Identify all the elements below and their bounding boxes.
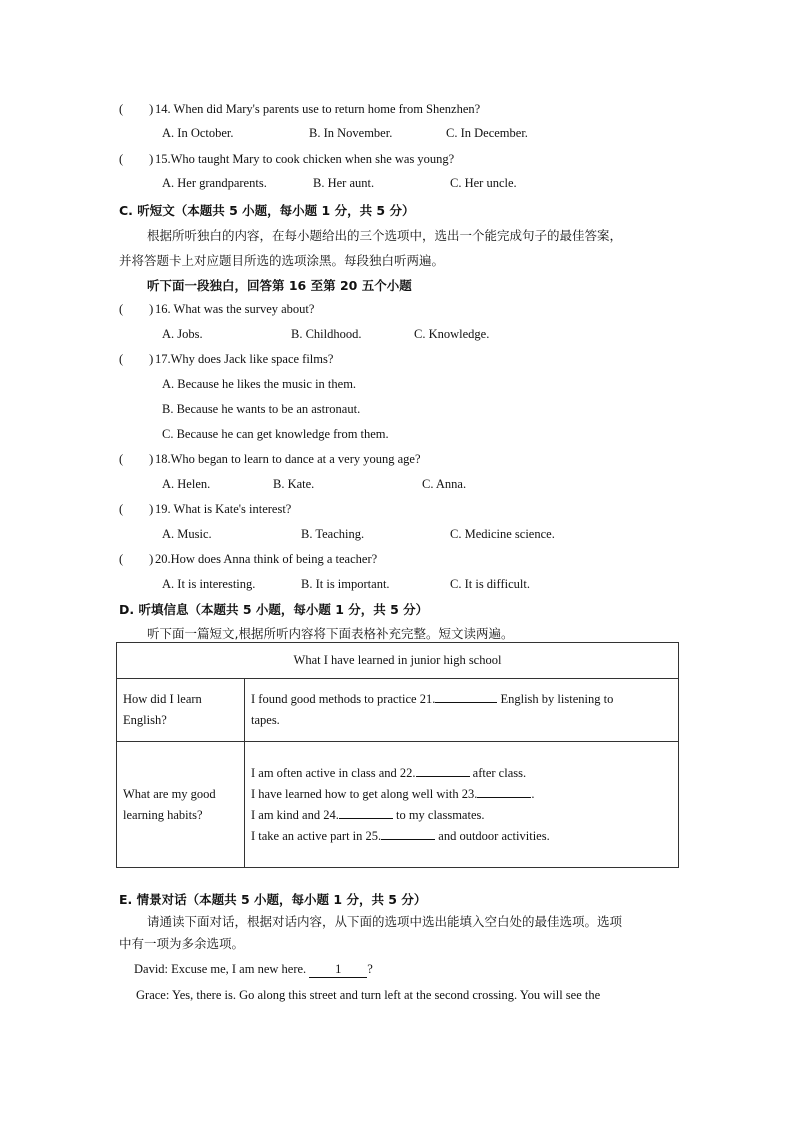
- row-label: What are my good learning habits?: [117, 742, 245, 868]
- answer-blank-23[interactable]: [477, 785, 531, 798]
- option-a: A. It is interesting.: [162, 577, 256, 591]
- question-text: 18.Who began to learn to dance at a very young age?: [155, 452, 421, 466]
- section-e-instruction-1: 请通读下面对话，根据对话内容，从下面的选项中选出能填入空白处的最佳选项。选项: [147, 914, 623, 929]
- question-text: 14. When did Mary's parents use to return home from Shenzhen?: [155, 102, 481, 116]
- option-a: A. Music.: [162, 527, 212, 541]
- info-table: [116, 642, 679, 868]
- option-c: C. It is difficult.: [450, 577, 530, 591]
- option-a: A. Jobs.: [162, 327, 203, 341]
- question-text: 16. What was the survey about?: [155, 302, 315, 316]
- option-b: B. Teaching.: [301, 527, 365, 541]
- row-content: I am often active in class and 22. after class. I have learned how to get along well with 23. . I am kind and 24. to my classmates. I take an active part in 25. and outdoor activities.: [245, 742, 679, 868]
- question-text: 15.Who taught Mary to cook chicken when she was young?: [155, 152, 455, 166]
- section-e-instruction-2: 中有一项为多余选项。: [119, 936, 245, 951]
- answer-blank-24[interactable]: [339, 806, 393, 819]
- option-b: B. Because he wants to be an astronaut.: [162, 402, 361, 416]
- question-17: [119, 352, 333, 367]
- question-text: 20.How does Anna think of being a teacher?: [155, 552, 378, 566]
- option-b: B. Childhood.: [291, 327, 362, 341]
- option-c: C. Her uncle.: [450, 176, 517, 190]
- option-b: B. It is important.: [301, 577, 390, 591]
- answer-blank-1[interactable]: 1: [309, 962, 367, 978]
- answer-bracket[interactable]: ( ): [119, 302, 154, 316]
- table-title: What I have learned in junior high school: [117, 643, 679, 679]
- dialogue-david: David: Excuse me, I am new here. 1 ?: [134, 962, 373, 976]
- answer-bracket[interactable]: ( ): [119, 352, 154, 366]
- row-content: I found good methods to practice 21. English by listening to tapes.: [245, 679, 679, 742]
- section-c-instruction-1: 根据所听独白的内容，在每小题给出的三个选项中，选出一个能完成句子的最佳答案，: [147, 228, 623, 243]
- answer-bracket[interactable]: ( ): [119, 502, 154, 516]
- question-20: [119, 552, 377, 567]
- option-a: A. In October.: [162, 126, 234, 140]
- answer-bracket[interactable]: ( ): [119, 452, 154, 466]
- option-a: A. Her grandparents.: [162, 176, 267, 190]
- question-text: 19. What is Kate's interest?: [155, 502, 292, 516]
- question-14: [119, 102, 480, 117]
- section-c-subheading: 听下面一段独白，回答第 16 至第 20 五个小题: [147, 278, 412, 293]
- option-c: C. In December.: [446, 126, 528, 140]
- section-e-heading: E. 情景对话（本题共 5 小题，每小题 1 分，共 5 分）: [119, 892, 427, 907]
- question-15: [119, 152, 454, 167]
- option-b: B. Kate.: [273, 477, 315, 491]
- option-c: C. Medicine science.: [450, 527, 555, 541]
- answer-blank-22[interactable]: [416, 764, 470, 777]
- section-c-instruction-2: 并将答题卡上对应题目所选的选项涂黑。每段独白听两遍。: [119, 253, 445, 268]
- option-c: C. Because he can get knowledge from them.: [162, 427, 389, 441]
- option-a: A. Helen.: [162, 477, 211, 491]
- question-18: [119, 452, 421, 467]
- answer-bracket[interactable]: ( ): [119, 102, 154, 116]
- option-c: C. Anna.: [422, 477, 467, 491]
- question-19: [119, 502, 291, 517]
- dialogue-grace: Grace: Yes, there is. Go along this street and turn left at the second crossing. You will see the: [136, 988, 601, 1002]
- section-d-instruction: 听下面一篇短文,根据所听内容将下面表格补充完整。短文读两遍。: [147, 626, 514, 641]
- option-b: B. Her aunt.: [313, 176, 375, 190]
- section-c-heading: C. 听短文（本题共 5 小题，每小题 1 分，共 5 分）: [119, 203, 415, 218]
- option-c: C. Knowledge.: [414, 327, 490, 341]
- answer-blank-21[interactable]: [435, 690, 497, 703]
- section-d-heading: D. 听填信息（本题共 5 小题，每小题 1 分，共 5 分）: [119, 602, 429, 617]
- option-b: B. In November.: [309, 126, 393, 140]
- option-a: A. Because he likes the music in them.: [162, 377, 357, 391]
- answer-blank-25[interactable]: [381, 827, 435, 840]
- answer-bracket[interactable]: ( ): [119, 552, 154, 566]
- row-label: How did I learn English?: [117, 679, 245, 742]
- question-16: [119, 302, 314, 317]
- question-text: 17.Why does Jack like space films?: [155, 352, 334, 366]
- answer-bracket[interactable]: ( ): [119, 152, 154, 166]
